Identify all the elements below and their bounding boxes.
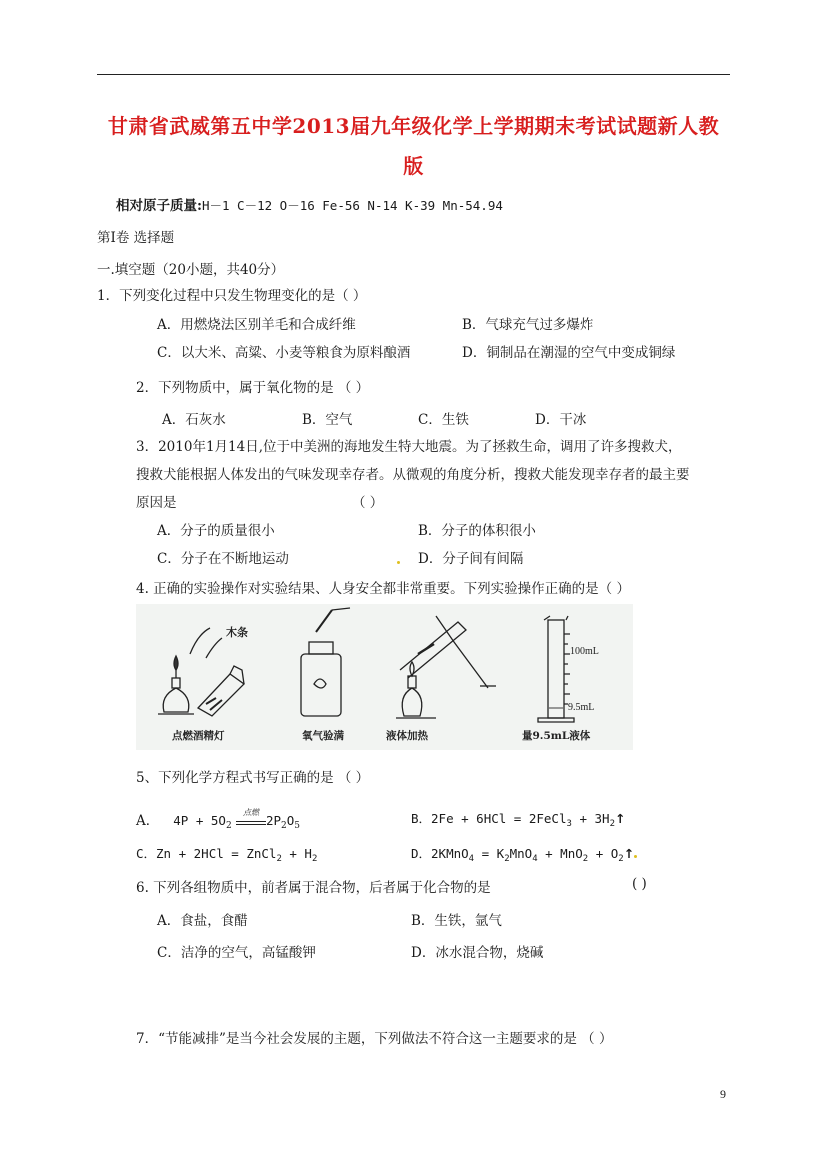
q2-option-c: C．生铁 bbox=[418, 412, 469, 428]
document-title-line2: 版 bbox=[403, 154, 424, 178]
speck-mark bbox=[634, 855, 637, 858]
q1-stem: 1．下列变化过程中只发生物理变化的是（ ） bbox=[97, 288, 367, 304]
speck-mark bbox=[397, 561, 400, 564]
q5-option-a: A． $4P + 5O_2$ 点燃 $2P_2O_5$ bbox=[136, 808, 301, 831]
figure-label-9-5ml: 9.5mL bbox=[568, 702, 595, 713]
q4-experiment-figure bbox=[136, 604, 633, 750]
q5-option-b: B．2Fe + 6HCl = 2FeCl$_3$ + $3H_2↑$ bbox=[411, 811, 626, 829]
q7-stem: 7．“节能减排”是当今社会发展的主题，下列做法不符合这一主题要求的是 （ ） bbox=[136, 1031, 613, 1047]
q5-option-c: C．Zn + 2HCl = ZnCl$_2$ + $H_2$ bbox=[136, 846, 318, 864]
q6-answer-paren: ( ) bbox=[632, 876, 647, 892]
q1-option-b: B．气球充气过多爆炸 bbox=[462, 317, 594, 333]
atomic-mass-label: 相对原子质量: bbox=[116, 198, 202, 214]
q6-option-d: D．冰水混合物，烧碱 bbox=[411, 945, 544, 961]
section-heading: 第Ⅰ卷 选择题 bbox=[97, 230, 175, 246]
q4-stem: 4. 正确的实验操作对实验结果、人身安全都非常重要。下列实验操作正确的是（ ） bbox=[136, 581, 630, 597]
figure-caption-c: 液体加热 bbox=[386, 730, 428, 742]
q2-option-b: B．空气 bbox=[302, 412, 353, 428]
q1-option-d: D．铜制品在潮湿的空气中变成铜绿 bbox=[462, 345, 676, 361]
q3-line1: 3．2010年1月14日,位于中美洲的海地发生特大地震。为了拯救生命，调用了许多搜救犬， bbox=[136, 439, 682, 455]
heating-test-tube-icon bbox=[396, 616, 496, 718]
header-rule bbox=[97, 74, 730, 75]
q5-option-d: D．2KMnO$_4$ = $K_2MnO_4 + MnO_2$ + $O_2↑$ bbox=[411, 846, 635, 864]
q6-option-b: B．生铁，氩气 bbox=[411, 913, 502, 929]
q3-option-c: C．分子在不断地运动 bbox=[157, 551, 289, 567]
figure-caption-d: 量9.5mL液体 bbox=[522, 730, 591, 742]
document-title-line1: 甘肃省武威第五中学2013届九年级化学上学期期末考试试题新人教 bbox=[107, 114, 720, 138]
q3-option-d: D．分子间有间隔 bbox=[418, 551, 524, 567]
q3-option-a: A．分子的质量很小 bbox=[157, 523, 275, 539]
q6-option-c: C．洁净的空气，高锰酸钾 bbox=[157, 945, 316, 961]
q2-option-a: A．石灰水 bbox=[162, 412, 226, 428]
figure-caption-a: 点燃酒精灯 bbox=[172, 730, 225, 742]
atomic-mass-values: H－1 C－12 O－16 Fe-56 N-14 K-39 Mn-54.94 bbox=[201, 198, 503, 213]
reaction-condition-arrow: 点燃 bbox=[236, 815, 266, 825]
q3-line2: 搜救犬能根据人体发出的气味发现幸存者。从微观的角度分析，搜救犬能发现幸存者的最主要 bbox=[136, 467, 690, 483]
figure-caption-b: 氧气验满 bbox=[302, 730, 344, 742]
gas-bottle-icon bbox=[301, 608, 350, 716]
q6-option-a: A．食盐，食醋 bbox=[157, 913, 248, 929]
gas-up-arrow-icon: ↑ bbox=[614, 811, 626, 826]
q6-stem: 6. 下列各组物质中，前者属于混合物，后者属于化合物的是 bbox=[136, 880, 491, 896]
page-number: 9 bbox=[720, 1087, 726, 1101]
q2-option-d: D．干冰 bbox=[535, 412, 587, 428]
alcohol-lamp-icon bbox=[158, 628, 244, 716]
q3-line3: 原因是 bbox=[136, 495, 177, 511]
q3-answer-paren: （ ） bbox=[352, 495, 384, 511]
part-heading: 一.填空题（20小题，共40分） bbox=[97, 262, 285, 278]
atomic-mass-line bbox=[116, 194, 503, 214]
gas-up-arrow-icon: ↑ bbox=[623, 846, 635, 861]
q1-option-a: A．用燃烧法区别羊毛和合成纤维 bbox=[157, 317, 356, 333]
q5-stem: 5、下列化学方程式书写正确的是 （ ） bbox=[136, 770, 370, 786]
q2-stem: 2．下列物质中，属于氧化物的是 （ ） bbox=[136, 380, 370, 396]
figure-label-wood: 木条 bbox=[226, 626, 248, 639]
q3-option-b: B．分子的体积很小 bbox=[418, 523, 536, 539]
figure-label-100ml: 100mL bbox=[570, 646, 599, 657]
q1-option-c: C．以大米、高粱、小麦等粮食为原料酿酒 bbox=[157, 345, 411, 361]
